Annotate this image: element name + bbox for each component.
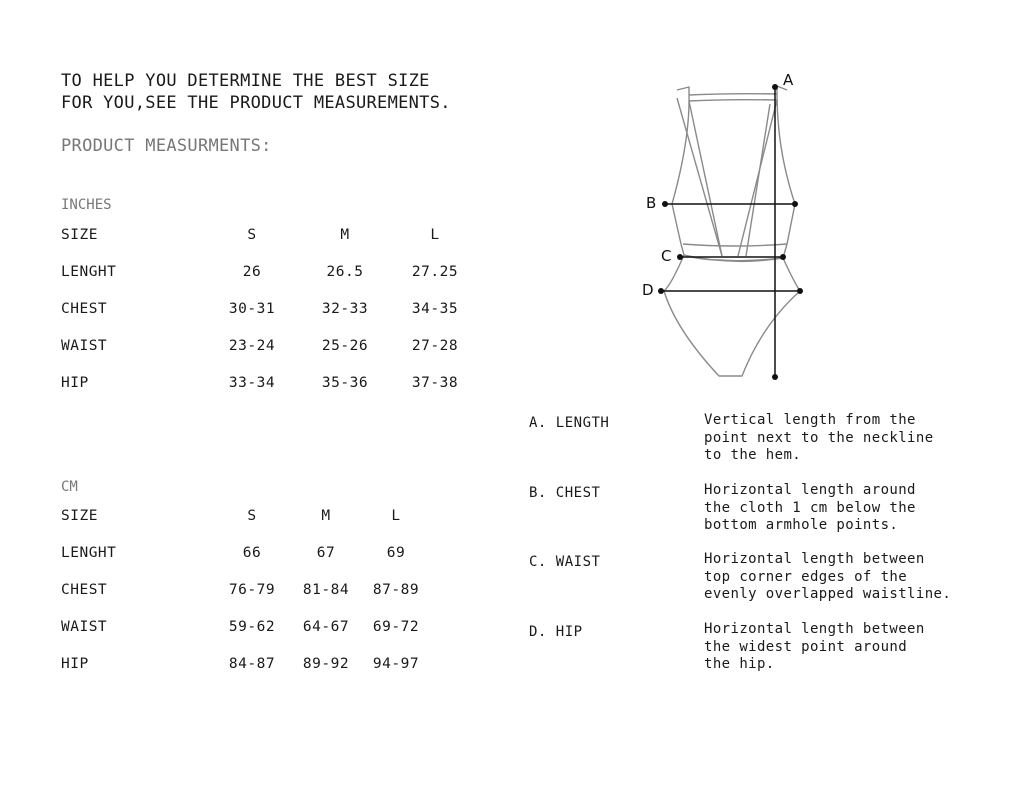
- legend-desc-hip: [704, 621, 925, 674]
- legend-line: bottom armhole points.: [704, 517, 899, 533]
- cm-cell: 66: [242, 545, 262, 561]
- section-title: PRODUCT MEASURMENTS:: [61, 136, 272, 156]
- legend-desc-waist: [704, 551, 951, 604]
- cm-cell: 94-97: [372, 656, 420, 672]
- legend-line: Horizontal length between: [704, 551, 925, 567]
- label-a: A: [783, 71, 794, 89]
- cm-unit-label: CM: [61, 479, 78, 495]
- inches-row-label: WAIST: [61, 338, 108, 354]
- measurement-dots: [658, 84, 803, 380]
- inches-cell: 33-34: [228, 375, 276, 391]
- cm-row-label: WAIST: [61, 619, 108, 635]
- inches-cell: 27.25: [411, 264, 459, 280]
- cm-cell: 89-92: [302, 656, 350, 672]
- inches-row-label: LENGHT: [61, 264, 117, 280]
- cm-header-s: S: [247, 508, 257, 524]
- inches-cell: 37-38: [411, 375, 459, 391]
- bodysuit-diagram: [630, 60, 820, 390]
- inches-cell: 25-26: [321, 338, 369, 354]
- label-b: B: [646, 194, 657, 212]
- waist-right-dot: [780, 254, 786, 260]
- inches-cell: 26.5: [326, 264, 364, 280]
- cm-cell: 67: [316, 545, 336, 561]
- legend-line: point next to the neckline: [704, 429, 934, 446]
- inches-cell: 32-33: [321, 301, 369, 317]
- cm-cell: 69-72: [372, 619, 420, 635]
- hip-left-dot: [658, 288, 664, 294]
- inches-cell: 35-36: [321, 375, 369, 391]
- inches-header-m: M: [340, 227, 350, 243]
- inches-cell: 26: [242, 264, 262, 280]
- cm-row-label: HIP: [61, 656, 89, 672]
- inches-header-s: S: [247, 227, 257, 243]
- legend-title-chest: B. CHEST: [529, 485, 601, 501]
- inches-header-size: SIZE: [61, 227, 98, 243]
- v-right-line: [738, 100, 777, 256]
- cm-row-label: CHEST: [61, 582, 108, 598]
- label-c: C: [661, 247, 672, 265]
- legend-line: Horizontal length between: [704, 621, 925, 637]
- intro-line-2: FOR YOU,SEE THE PRODUCT MEASUREMENTS.: [61, 93, 451, 113]
- legend-line: to the hem.: [704, 447, 802, 463]
- cm-row-label: LENGHT: [61, 545, 117, 561]
- hip-right-dot: [797, 288, 803, 294]
- inches-cell: 34-35: [411, 301, 459, 317]
- waistband-top: [683, 244, 787, 246]
- inches-header-l: L: [430, 227, 440, 243]
- v-right-inner: [746, 104, 770, 256]
- cm-cell: 81-84: [302, 582, 350, 598]
- legend-line: Horizontal length around: [704, 482, 916, 498]
- legend-line: the cloth 1 cm below the: [704, 499, 916, 516]
- bottom-outline: [664, 291, 800, 376]
- cm-header-size: SIZE: [61, 508, 98, 524]
- legend-line: Vertical length from the: [704, 412, 916, 428]
- garment-right-side: [777, 86, 800, 291]
- inches-row-label: HIP: [61, 375, 89, 391]
- cm-cell: 87-89: [372, 582, 420, 598]
- inches-cell: 23-24: [228, 338, 276, 354]
- legend-title-length: A. LENGTH: [529, 415, 610, 431]
- inches-cell: 27-28: [411, 338, 459, 354]
- legend-desc-length: [704, 412, 934, 465]
- chest-left-dot: [662, 201, 668, 207]
- label-d: D: [642, 281, 654, 299]
- length-bottom-dot: [772, 374, 778, 380]
- legend-title-waist: C. WAIST: [529, 554, 601, 570]
- cm-cell: 64-67: [302, 619, 350, 635]
- cm-header-m: M: [321, 508, 331, 524]
- inches-unit-label: INCHES: [61, 197, 112, 213]
- chest-right-dot: [792, 201, 798, 207]
- intro-heading: [61, 70, 451, 114]
- legend-line: the hip.: [704, 656, 775, 672]
- legend-line: top corner edges of the: [704, 568, 908, 585]
- cm-cell: 69: [386, 545, 406, 561]
- legend-title-hip: D. HIP: [529, 624, 583, 640]
- length-top-dot: [772, 84, 778, 90]
- cm-cell: 59-62: [228, 619, 276, 635]
- v-left-outer: [677, 98, 722, 256]
- v-left-line: [689, 101, 722, 256]
- neckline-band-inner: [689, 100, 777, 101]
- legend-line: the widest point around: [704, 638, 908, 655]
- intro-line-1: TO HELP YOU DETERMINE THE BEST SIZE: [61, 71, 430, 91]
- inches-row-label: CHEST: [61, 301, 108, 317]
- cm-header-l: L: [391, 508, 401, 524]
- waist-left-dot: [677, 254, 683, 260]
- neckline-band: [689, 94, 777, 95]
- cm-cell: 76-79: [228, 582, 276, 598]
- legend-desc-chest: [704, 482, 916, 535]
- inches-cell: 30-31: [228, 301, 276, 317]
- cm-cell: 84-87: [228, 656, 276, 672]
- legend-line: evenly overlapped waistline.: [704, 586, 952, 602]
- garment-outline: [664, 86, 800, 376]
